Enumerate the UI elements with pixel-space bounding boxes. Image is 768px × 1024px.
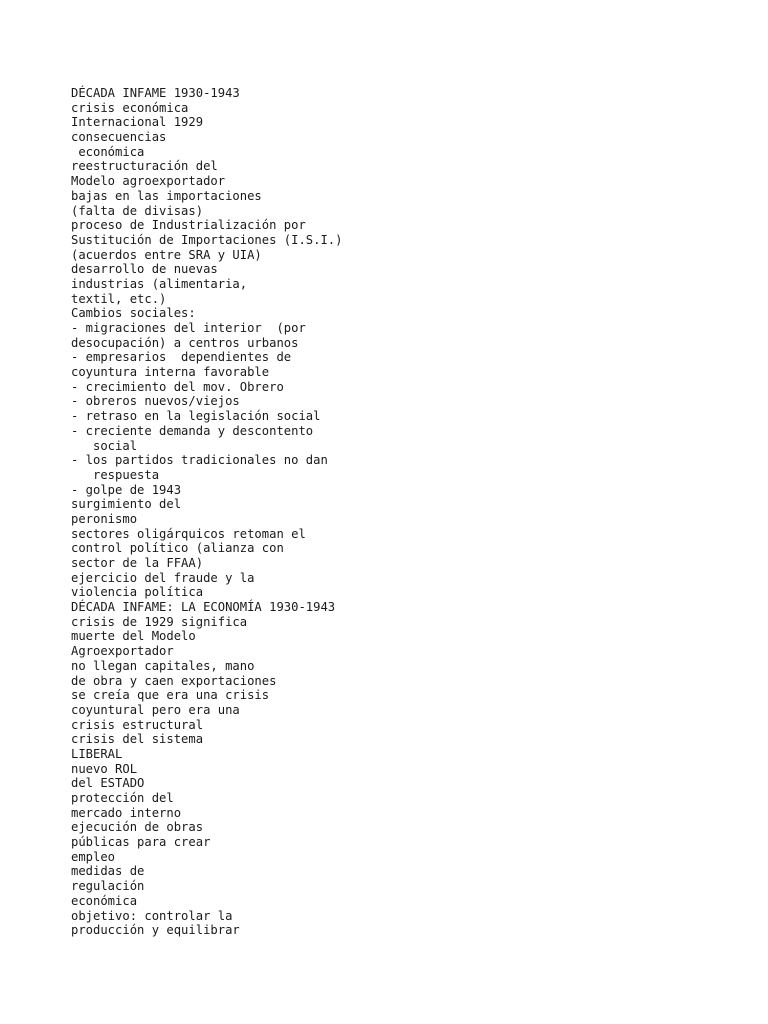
text-line: - los partidos tradicionales no dan xyxy=(71,453,328,468)
text-line: ejercicio del fraude y la xyxy=(71,570,255,585)
text-line: proceso de Industrialización por xyxy=(71,218,306,233)
text-line: medidas de xyxy=(71,864,145,879)
text-line: (falta de divisas) xyxy=(71,203,204,218)
text-line: Modelo agroexportador xyxy=(71,174,226,189)
text-line: públicas para crear xyxy=(71,835,211,850)
text-line: - migraciones del interior (por xyxy=(71,321,306,335)
text-line: peronismo xyxy=(71,511,138,526)
text-line: mercado interno xyxy=(71,805,182,820)
text-line: regulación xyxy=(71,879,145,894)
text-line: Internacional 1929 xyxy=(71,115,204,130)
text-line: objetivo: controlar la xyxy=(71,908,233,923)
text-line: crisis económica xyxy=(71,100,189,115)
text-line: económica xyxy=(71,144,145,159)
text-line: respuesta xyxy=(71,467,160,482)
text-line: violencia política xyxy=(71,585,204,600)
text-line: nuevo ROL xyxy=(71,761,138,776)
text-line: DÉCADA INFAME: LA ECONOMÍA 1930-1943 xyxy=(71,600,336,615)
text-line: LIBERAL xyxy=(71,746,123,761)
text-line: coyuntural pero era una xyxy=(71,702,240,717)
document-page xyxy=(71,86,751,938)
text-line: muerte del Modelo xyxy=(71,629,196,644)
text-line: - golpe de 1943 xyxy=(71,482,182,497)
text-line: (acuerdos entre SRA y UIA) xyxy=(71,247,262,262)
text-line: textil, etc.) xyxy=(71,291,167,306)
text-line: coyuntura interna favorable xyxy=(71,365,270,380)
text-line: sectores oligárquicos retoman el xyxy=(71,526,306,541)
text-line: no llegan capitales, mano xyxy=(71,658,255,673)
text-line: control político (alianza con xyxy=(71,541,284,556)
text-line: - empresarios dependientes de xyxy=(71,350,292,365)
text-line: - crecimiento del mov. Obrero xyxy=(71,379,284,394)
text-line: - obreros nuevos/viejos xyxy=(71,394,240,409)
text-line: desocupación) a centros urbanos xyxy=(71,335,299,350)
text-line: - creciente demanda y descontento xyxy=(71,423,314,438)
text-line: industrias (alimentaria, xyxy=(71,276,248,291)
text-line: sector de la FFAA) xyxy=(71,556,204,570)
text-line: producción y equilibrar xyxy=(71,923,240,938)
text-line: desarrollo de nuevas xyxy=(71,262,218,277)
text-line: Cambios sociales: xyxy=(71,306,196,321)
text-line: consecuencias xyxy=(71,130,167,145)
text-line: Sustitución de Importaciones (I.S.I.) xyxy=(71,232,343,247)
text-line: - retraso en la legislación social xyxy=(71,409,321,424)
text-line: social xyxy=(71,438,138,453)
text-line: protección del xyxy=(71,791,174,805)
text-line: crisis de 1929 significa xyxy=(71,614,248,629)
text-line: económica xyxy=(71,893,138,908)
text-line: reestructuración del xyxy=(71,159,218,174)
text-line: empleo xyxy=(71,849,116,864)
text-line: Agroexportador xyxy=(71,644,174,659)
text-line: se creía que era una crisis xyxy=(71,688,270,703)
text-line: DÉCADA INFAME 1930-1943 xyxy=(71,86,240,100)
text-line: crisis del sistema xyxy=(71,732,204,747)
text-line: de obra y caen exportaciones xyxy=(71,673,277,688)
text-line: ejecución de obras xyxy=(71,820,204,835)
text-line: bajas en las importaciones xyxy=(71,188,262,203)
text-line: surgimiento del xyxy=(71,497,182,512)
text-line: del ESTADO xyxy=(71,776,145,791)
text-line: crisis estructural xyxy=(71,717,204,732)
